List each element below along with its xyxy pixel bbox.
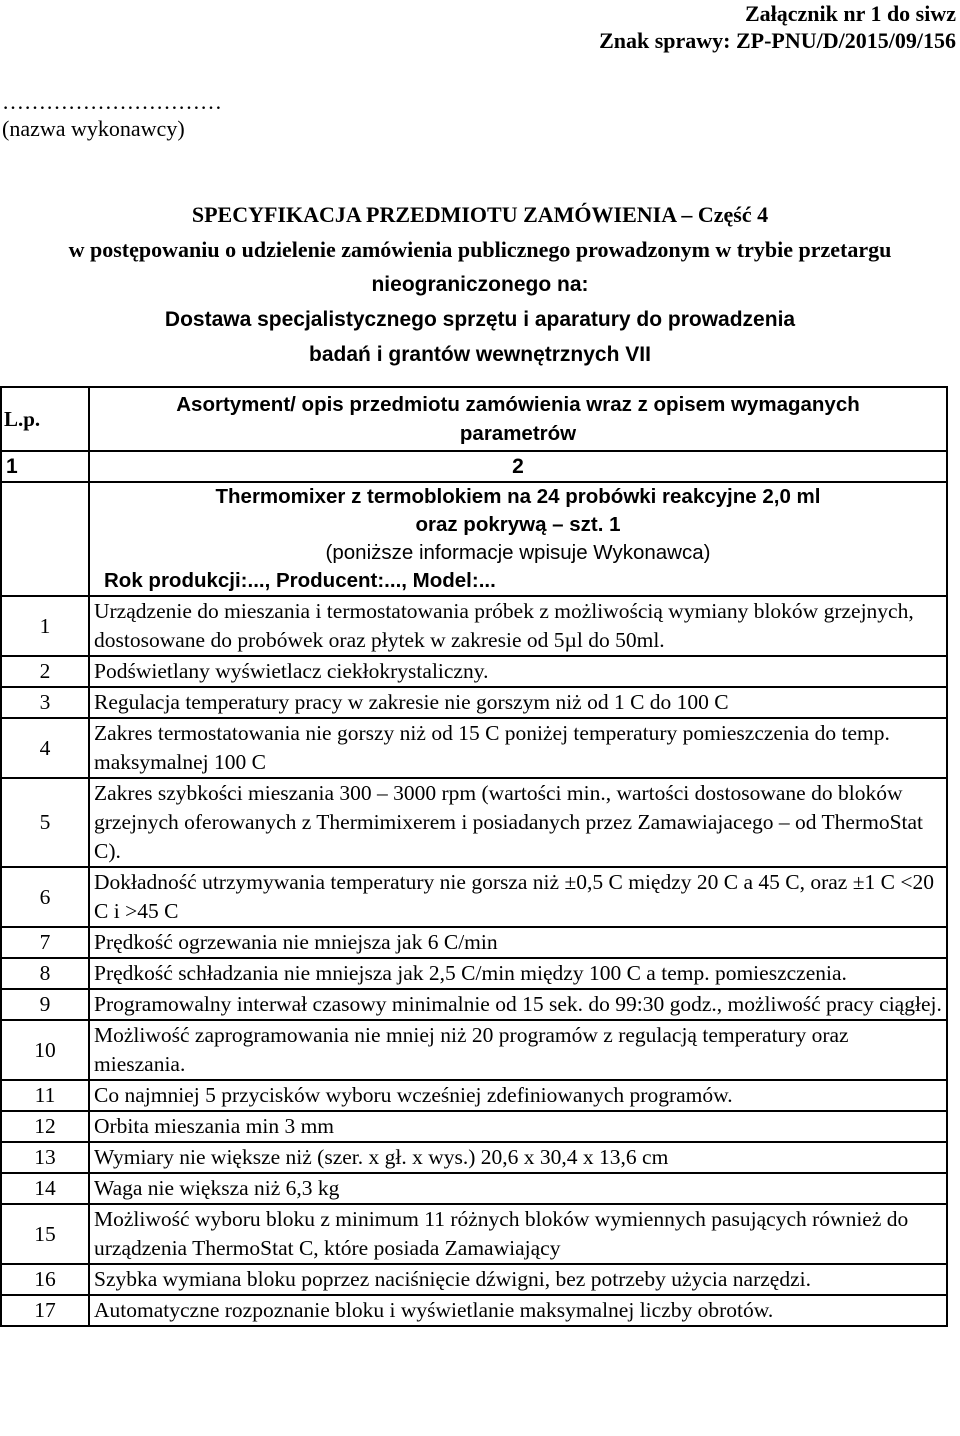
row-number: 15 — [1, 1204, 89, 1264]
row-description: Regulacja temperatury pracy w zakresie nie gorszym niż od 1 C do 100 C — [89, 687, 947, 718]
table-row — [1, 596, 947, 656]
annex-header — [599, 0, 956, 54]
table-row — [1, 1204, 947, 1264]
header-desc-line-1: Asortyment/ opis przedmiotu zamówienia wraz z opisem wymaganych — [176, 393, 860, 416]
table-row — [1, 1173, 947, 1204]
table-row — [1, 1295, 947, 1326]
product-cell — [89, 482, 947, 596]
specification-table — [0, 386, 948, 1327]
table-row — [1, 1020, 947, 1080]
row-description: Waga nie większa niż 6,3 kg — [89, 1173, 947, 1204]
row-description: Wymiary nie większe niż (szer. x gł. x wys.) 20,6 x 30,4 x 13,6 cm — [89, 1142, 947, 1173]
title-line-5: badań i grantów wewnętrznych VII — [309, 343, 651, 366]
row-description: Podświetlany wyświetlacz ciekłokrystaliczny. — [89, 656, 947, 687]
row-description: Co najmniej 5 przycisków wyboru wcześniej zdefiniowanych programów. — [89, 1080, 947, 1111]
row-number: 13 — [1, 1142, 89, 1173]
title-line-1: SPECYFIKACJA PRZEDMIOTU ZAMÓWIENIA – Część 4 — [191, 202, 769, 227]
row-number: 2 — [1, 656, 89, 687]
table-row — [1, 1142, 947, 1173]
annex-label: Załącznik nr 1 do siwz — [744, 1, 956, 26]
row-number: 1 — [1, 596, 89, 656]
row-number: 3 — [1, 687, 89, 718]
contractor-label: (nazwa wykonawcy) — [2, 116, 185, 141]
row-number: 16 — [1, 1264, 89, 1295]
row-description: Możliwość wyboru bloku z minimum 11 różnych bloków wymiennych pasujących również do urządzenia ThermoStat C, które posiada Zamawiający — [89, 1204, 947, 1264]
product-name-line-2: oraz pokrywą – szt. 1 — [415, 513, 621, 536]
header-desc-line-2: parametrów — [459, 422, 577, 445]
row-description: Możliwość zaprogramowania nie mniej niż 20 programów z regulacją temperatury oraz mieszania. — [89, 1020, 947, 1080]
row-number: 6 — [1, 867, 89, 927]
row-description: Szybka wymiana bloku poprzez naciśnięcie dźwigni, bez potrzeby użycia narzędzi. — [89, 1264, 947, 1295]
product-num-cell — [1, 482, 89, 596]
title-line-2: w postępowaniu o udzielenie zamówienia publicznego prowadzonym w trybie przetargu — [68, 237, 892, 262]
column-number-1: 1 — [1, 451, 89, 482]
row-number: 12 — [1, 1111, 89, 1142]
contractor-block — [2, 88, 222, 142]
contractor-dots: ………………………… — [2, 89, 222, 114]
header-description — [89, 387, 947, 451]
row-number: 9 — [1, 989, 89, 1020]
row-number: 7 — [1, 927, 89, 958]
product-row — [1, 482, 947, 596]
row-number: 5 — [1, 778, 89, 867]
row-description: Programowalny interwał czasowy minimalnie od 15 sek. do 99:30 godz., możliwość pracy ciągłej. — [89, 989, 947, 1020]
row-description: Zakres termostatowania nie gorszy niż od 15 C poniżej temperatury pomieszczenia do temp. maksymalnej 100 C — [89, 718, 947, 778]
product-meta: Rok produkcji:..., Producent:..., Model:... — [104, 569, 496, 592]
row-number: 4 — [1, 718, 89, 778]
header-lp: L.p. — [1, 387, 89, 451]
table-row — [1, 958, 947, 989]
table-row — [1, 718, 947, 778]
product-name-line-1: Thermomixer z termoblokiem na 24 probówki reakcyjne 2,0 ml — [215, 485, 821, 508]
column-number-2: 2 — [89, 451, 947, 482]
case-number: Znak sprawy: ZP-PNU/D/2015/09/156 — [599, 28, 956, 53]
table-row — [1, 656, 947, 687]
table-row — [1, 989, 947, 1020]
row-number: 17 — [1, 1295, 89, 1326]
table-row — [1, 867, 947, 927]
table-row — [1, 778, 947, 867]
row-description: Prędkość ogrzewania nie mniejsza jak 6 C/min — [89, 927, 947, 958]
row-number: 11 — [1, 1080, 89, 1111]
table-row — [1, 1080, 947, 1111]
table-row — [1, 687, 947, 718]
row-description: Orbita mieszania min 3 mm — [89, 1111, 947, 1142]
table-row — [1, 1264, 947, 1295]
row-description: Automatyczne rozpoznanie bloku i wyświetlanie maksymalnej liczby obrotów. — [89, 1295, 947, 1326]
title-line-3: nieograniczonego na: — [371, 273, 589, 296]
row-number: 10 — [1, 1020, 89, 1080]
row-description: Zakres szybkości mieszania 300 – 3000 rpm (wartości min., wartości dostosowane do bloków grzejnych oferowanych z Thermimixerem i posiadanych przez Zamawiajacego – od ThermoStat C). — [89, 778, 947, 867]
row-number: 8 — [1, 958, 89, 989]
title-line-4: Dostawa specjalistycznego sprzętu i aparatury do prowadzenia — [164, 308, 796, 331]
table-row — [1, 927, 947, 958]
table-row — [1, 1111, 947, 1142]
product-note: (poniższe informacje wpisuje Wykonawca) — [325, 541, 711, 564]
row-description: Prędkość schładzania nie mniejsza jak 2,5 C/min między 100 C a temp. pomieszczenia. — [89, 958, 947, 989]
table-header-row — [1, 387, 947, 451]
row-description: Dokładność utrzymywania temperatury nie gorsza niż ±0,5 C między 20 C a 45 C, oraz ±1 C <20 C i >45 C — [89, 867, 947, 927]
row-number: 14 — [1, 1173, 89, 1204]
row-description: Urządzenie do mieszania i termostatowania próbek z możliwością wymiany bloków grzejnych, dostosowane do probówek oraz płytek w zakresie od 5µl do 50ml. — [89, 596, 947, 656]
column-number-row — [1, 451, 947, 482]
document-title — [0, 197, 960, 372]
